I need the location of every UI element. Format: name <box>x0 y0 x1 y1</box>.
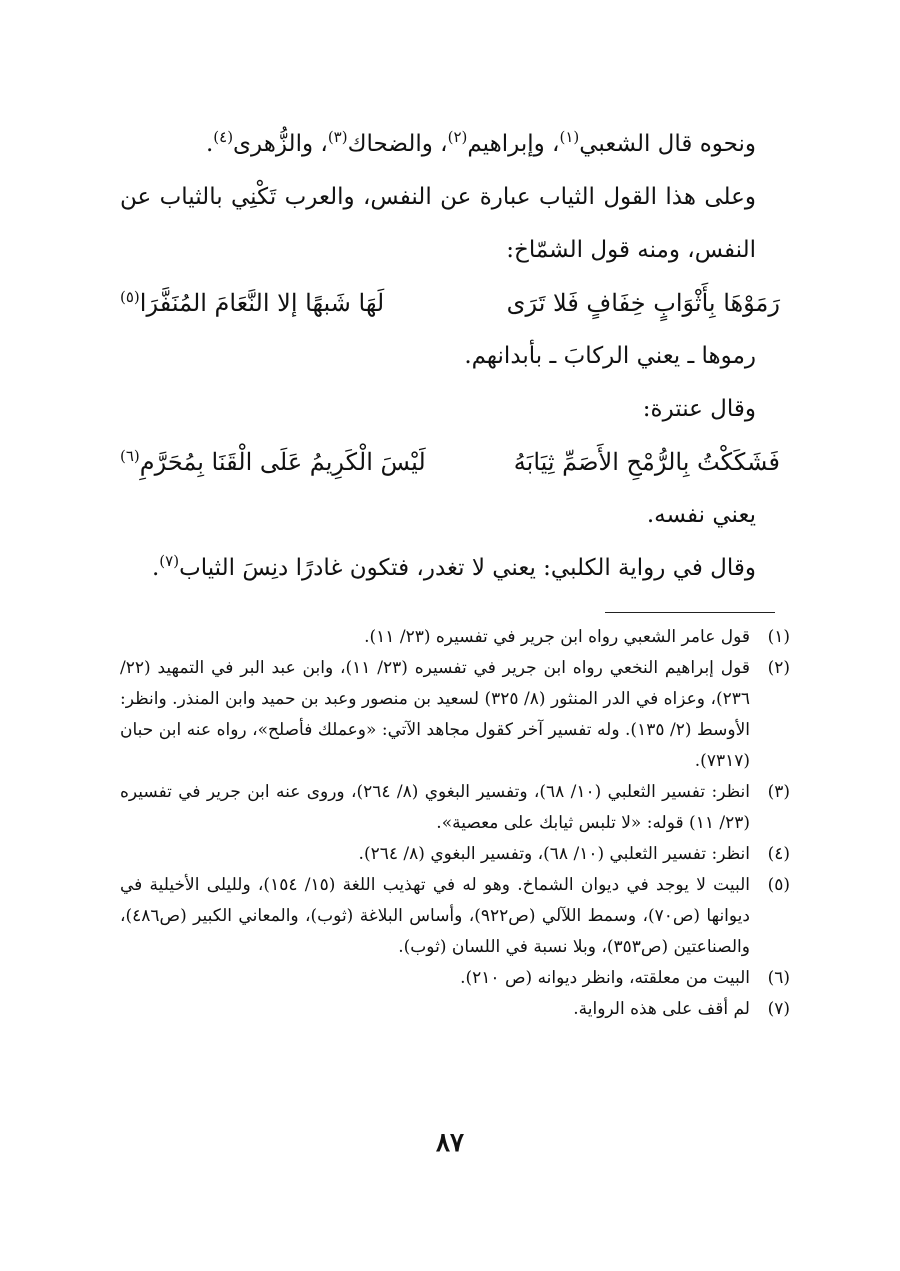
hemistich-text: لَهَا شَبهًا إلا النَّعَامَ المُنَفَّرَا <box>139 289 385 317</box>
text-run: ، والزُّهرى <box>233 131 328 157</box>
text-run: ، وإبراهيم <box>467 131 560 157</box>
footnotes <box>120 622 790 1025</box>
footnote-5 <box>120 870 790 963</box>
footnote-number: (٧) <box>767 999 790 1019</box>
footnote-7 <box>120 994 790 1025</box>
footnote-ref-5[interactable]: (٥) <box>120 288 140 306</box>
footnote-number: (٤) <box>767 844 790 864</box>
footnote-number: (٦) <box>767 968 790 988</box>
paragraph-2: وعلى هذا القول الثياب عبارة عن النفس، والعرب تَكْنِي بالثياب عن النفس، ومنه قول الشمّاخ: <box>120 184 756 263</box>
verse-1-second-hemistich <box>120 277 384 330</box>
footnote-ref-4[interactable]: (٤) <box>213 128 234 146</box>
footnote-ref-1[interactable]: (١) <box>559 128 580 146</box>
footnote-separator <box>605 612 775 613</box>
paragraph-5: يعني نفسه. <box>646 502 756 528</box>
footnote-text: انظر: تفسير الثعلبي (١٠/ ٦٨)، وتفسير البغوي (٨/ ٢٦٤)، وروى عنه ابن جرير في تفسيره (٢٣/ ١١) قوله: «لا تلبس ثيابك على معصية». <box>120 782 750 833</box>
paragraph-4: وقال عنترة: <box>642 396 756 422</box>
footnote-number: (٥) <box>767 875 790 895</box>
footnote-text: البيت لا يوجد في ديوان الشماخ. وهو له في تهذيب اللغة (١٥/ ١٥٤)، ولليلى الأخيلية في ديوانها (ص٧٠)، وسمط اللآلي (ص٩٢٢)، وأساس البلاغة (ثوب)، والمعاني الكبير (ص٤٨٦)، والصناعتين (ص٣٥٣)، وبلا نسبة في اللسان (ثوب). <box>120 875 750 957</box>
text-run: وقال في رواية الكلبي: يعني لا تغدر، فتكون غادرًا دنِسَ الثياب <box>179 555 756 581</box>
footnote-ref-3[interactable]: (٣) <box>327 128 348 146</box>
footnote-1 <box>120 622 790 653</box>
footnote-number: (٣) <box>767 782 790 802</box>
footnote-ref-6[interactable]: (٦) <box>120 447 140 465</box>
verse-2-second-hemistich <box>120 436 426 489</box>
page-number: ٨٧ <box>436 1128 464 1158</box>
footnote-2 <box>120 653 790 777</box>
text-run: . <box>151 555 160 581</box>
verse-2-first-hemistich: فَشَكَكْتُ بِالرُّمْحِ الأَصَمِّ ثِيَابَهُ <box>513 448 780 476</box>
text-run: . <box>205 131 214 157</box>
paragraph-3: رموها ـ يعني الركابَ ـ بأبدانهم. <box>464 343 756 369</box>
footnote-number: (٢) <box>767 658 790 678</box>
footnote-3 <box>120 777 790 839</box>
footnote-4 <box>120 839 790 870</box>
hemistich-text: لَيْسَ الْكَرِيمُ عَلَى الْقَنَا بِمُحَرَّمِ <box>139 448 426 476</box>
verse-antarah <box>120 436 780 489</box>
verse-1-first-hemistich: رَمَوْهَا بِأَثْوَابٍ خِفَافٍ فَلا تَرَى <box>506 289 780 317</box>
footnote-text: لم أقف على هذه الرواية. <box>573 999 750 1019</box>
paragraph-6 <box>120 542 780 595</box>
main-text <box>120 118 780 595</box>
footnote-text: قول إبراهيم النخعي رواه ابن جرير في تفسيره (٢٣/ ١١)، وابن عبد البر في التمهيد (٢٢/ ٢٣٦)، وعزاه في الدر المنثور (٨/ ٣٢٥) لسعيد بن منصور وعبد بن حميد وابن المنذر. وانظر: الأوسط (٢/ ١٣٥). وله تفسير آخر كقول مجاهد الآتي: «وعملك فأصلح»، رواه عنه ابن حبان (٧٣١٧). <box>120 658 751 771</box>
footnote-number: (١) <box>767 627 790 647</box>
footnote-text: قول عامر الشعبي رواه ابن جرير في تفسيره (٢٣/ ١١). <box>364 627 750 647</box>
paragraph-1 <box>120 118 780 171</box>
text-run: ونحوه قال الشعبي <box>579 131 756 157</box>
text-run: ، والضحاك <box>347 131 448 157</box>
verse-shammakh <box>120 277 780 330</box>
footnote-ref-7[interactable]: (٧) <box>159 552 180 570</box>
footnote-text: انظر: تفسير الثعلبي (١٠/ ٦٨)، وتفسير البغوي (٨/ ٢٦٤). <box>358 844 750 864</box>
footnote-6 <box>120 963 790 994</box>
footnote-ref-2[interactable]: (٢) <box>447 128 468 146</box>
footnote-text: البيت من معلقته، وانظر ديوانه (ص ٢١٠). <box>460 968 750 988</box>
